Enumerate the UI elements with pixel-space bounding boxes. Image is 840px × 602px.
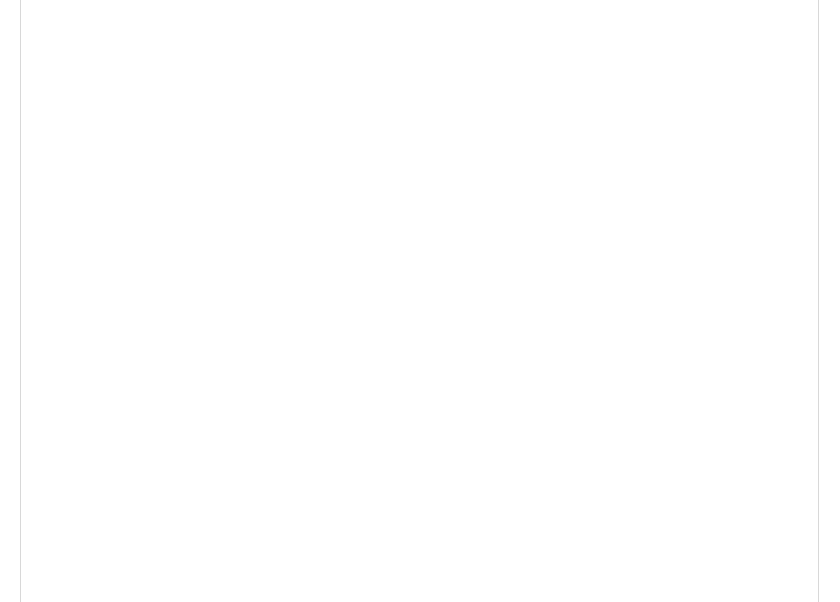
left-margin-line bbox=[20, 0, 21, 602]
right-margin-line bbox=[818, 0, 819, 602]
right-watermark-strip bbox=[824, 0, 838, 602]
left-watermark-strip bbox=[2, 0, 16, 602]
